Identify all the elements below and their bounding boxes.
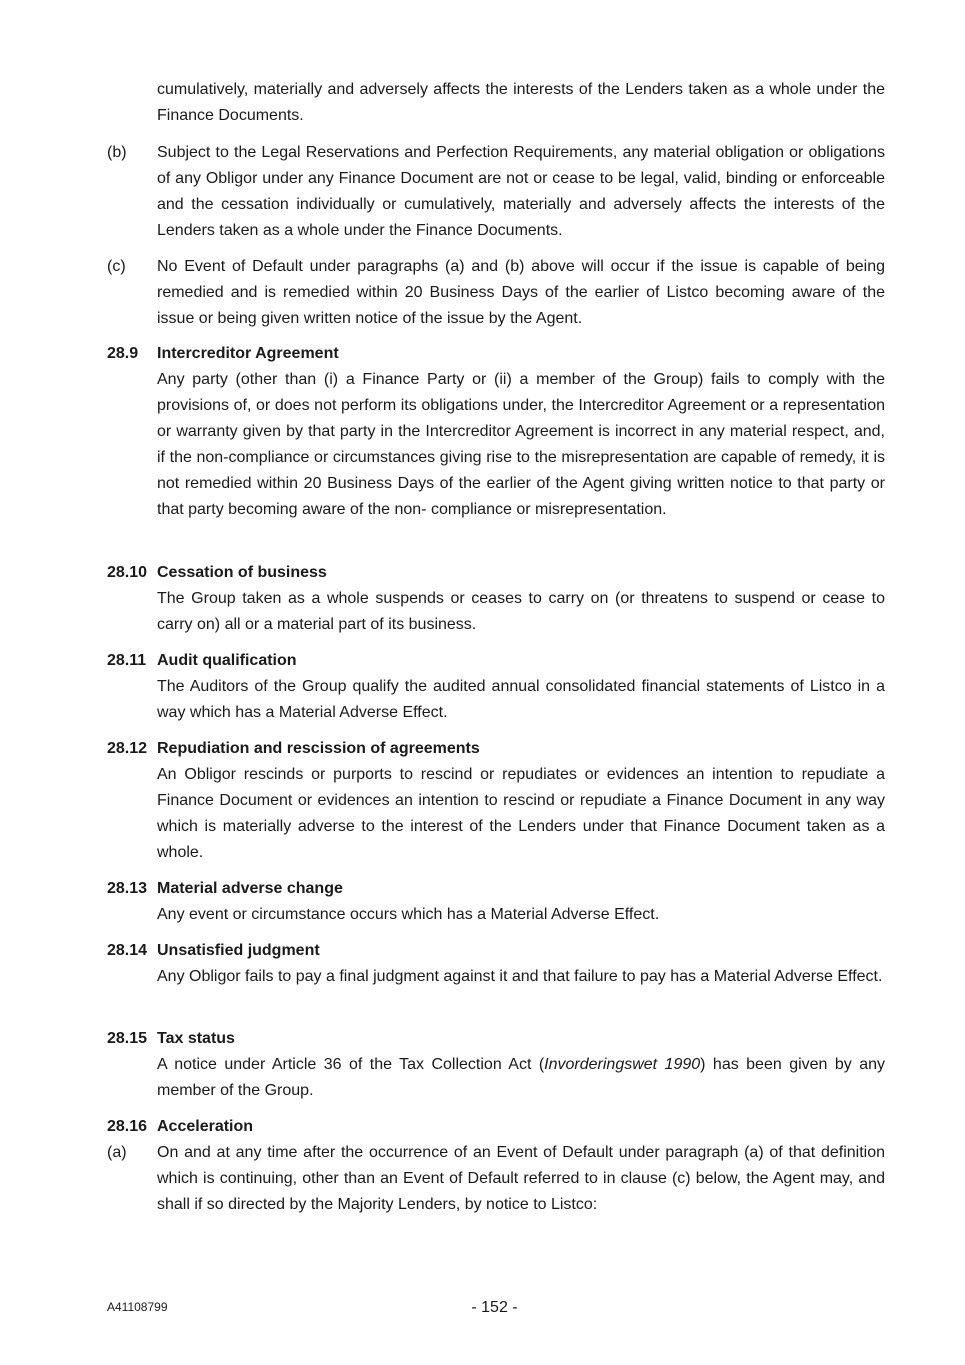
page-number-footer — [0, 1298, 965, 1318]
paragraph-label-b: (b) — [107, 144, 127, 161]
section-title: Tax status — [157, 1030, 235, 1047]
section-title: Intercreditor Agreement — [157, 345, 339, 362]
paragraph-c-text: No Event of Default under paragraphs (a) and (b) above will occur if the issue is capable of being remedied and is remedied within 20 Business Days of the earlier of Listco becoming aware of the issue or being given written notice of the issue by the Agent. — [157, 258, 885, 327]
paragraph-b-text: Subject to the Legal Reservations and Perfection Requirements, any material obligation or obligations of any Obligor under any Finance Document are not or cease to be legal, valid, binding or enforceable and the cessation individually or cumulatively, materially and adversely affects the interests of the Lenders taken as a whole under the Finance Documents. — [157, 144, 885, 239]
section-28-9-text: Any party (other than (i) a Finance Party or (ii) a member of the Group) fails to comply with the provisions of, or does not perform its obligations under, the Intercreditor Agreement or a representation or warranty given by that party in the Intercreditor Agreement is incorrect in any material respect, and, if the non-compliance or circumstances giving rise to the misrepresentation are capable of remedy, it is not remedied within 20 Business Days of the earlier of the Agent giving written notice to that party or that party becoming aware of the non- compliance or misrepresentation. — [157, 371, 885, 518]
section-number: 28.10 — [107, 564, 148, 581]
paragraph-label-c: (c) — [107, 258, 126, 275]
section-number: 28.16 — [107, 1118, 148, 1135]
section-number: 28.15 — [107, 1030, 148, 1047]
text-segment: ) has been given by any member of the Group. — [157, 1056, 886, 1099]
text-segment: A notice under Article 36 of the Tax Collection Act ( — [157, 1056, 545, 1073]
section-number: 28.14 — [107, 942, 148, 959]
section-number: 28.13 — [107, 880, 148, 897]
section-title: Acceleration — [157, 1118, 254, 1135]
paragraph-a-text: On and at any time after the occurrence of an Event of Default under paragraph (a) of that definition which is continuing, other than an Event of Default referred to in clause (c) below, the Agent may, and shall if so directed by the Majority Lenders, by notice to Listco: — [157, 1144, 885, 1213]
section-title: Material adverse change — [157, 880, 343, 897]
section-number: 28.12 — [107, 740, 148, 757]
section-title: Unsatisfied judgment — [157, 942, 320, 959]
section-title: Cessation of business — [157, 564, 327, 581]
section-28-11-text: The Auditors of the Group qualify the audited annual consolidated financial statements of Listco in a way which has a Material Adverse Effect. — [157, 678, 885, 721]
section-number: 28.9 — [107, 345, 139, 362]
section-28-10-text: The Group taken as a whole suspends or ceases to carry on (or threatens to suspend or cease to carry on) all or a material part of its business. — [157, 590, 885, 633]
statute-name: Invorderingswet 1990 — [544, 1056, 701, 1073]
section-28-14-text: Any Obligor fails to pay a final judgment against it and that failure to pay has a Material Adverse Effect. — [157, 968, 883, 985]
section-title: Repudiation and rescission of agreements — [157, 740, 480, 757]
section-28-13-text: Any event or circumstance occurs which has a Material Adverse Effect. — [157, 906, 660, 923]
section-number: 28.11 — [107, 652, 147, 669]
document-reference: A41108799 — [107, 1300, 168, 1314]
section-28-15-text — [157, 1052, 885, 1104]
continuation-paragraph: cumulatively, materially and adversely affects the interests of the Lenders taken as a whole under the Finance Documents. — [157, 81, 885, 124]
section-28-12-text: An Obligor rescinds or purports to rescind or repudiates or evidences an intention to repudiate a Finance Document or evidences an intention to rescind or repudiate a Finance Document in any way which is materially adverse to the interest of the Lenders under that Finance Document taken as a whole. — [157, 766, 885, 861]
section-title: Audit qualification — [157, 652, 297, 669]
page-number: - 152 - — [471, 1299, 518, 1316]
paragraph-label-a: (a) — [107, 1144, 127, 1161]
